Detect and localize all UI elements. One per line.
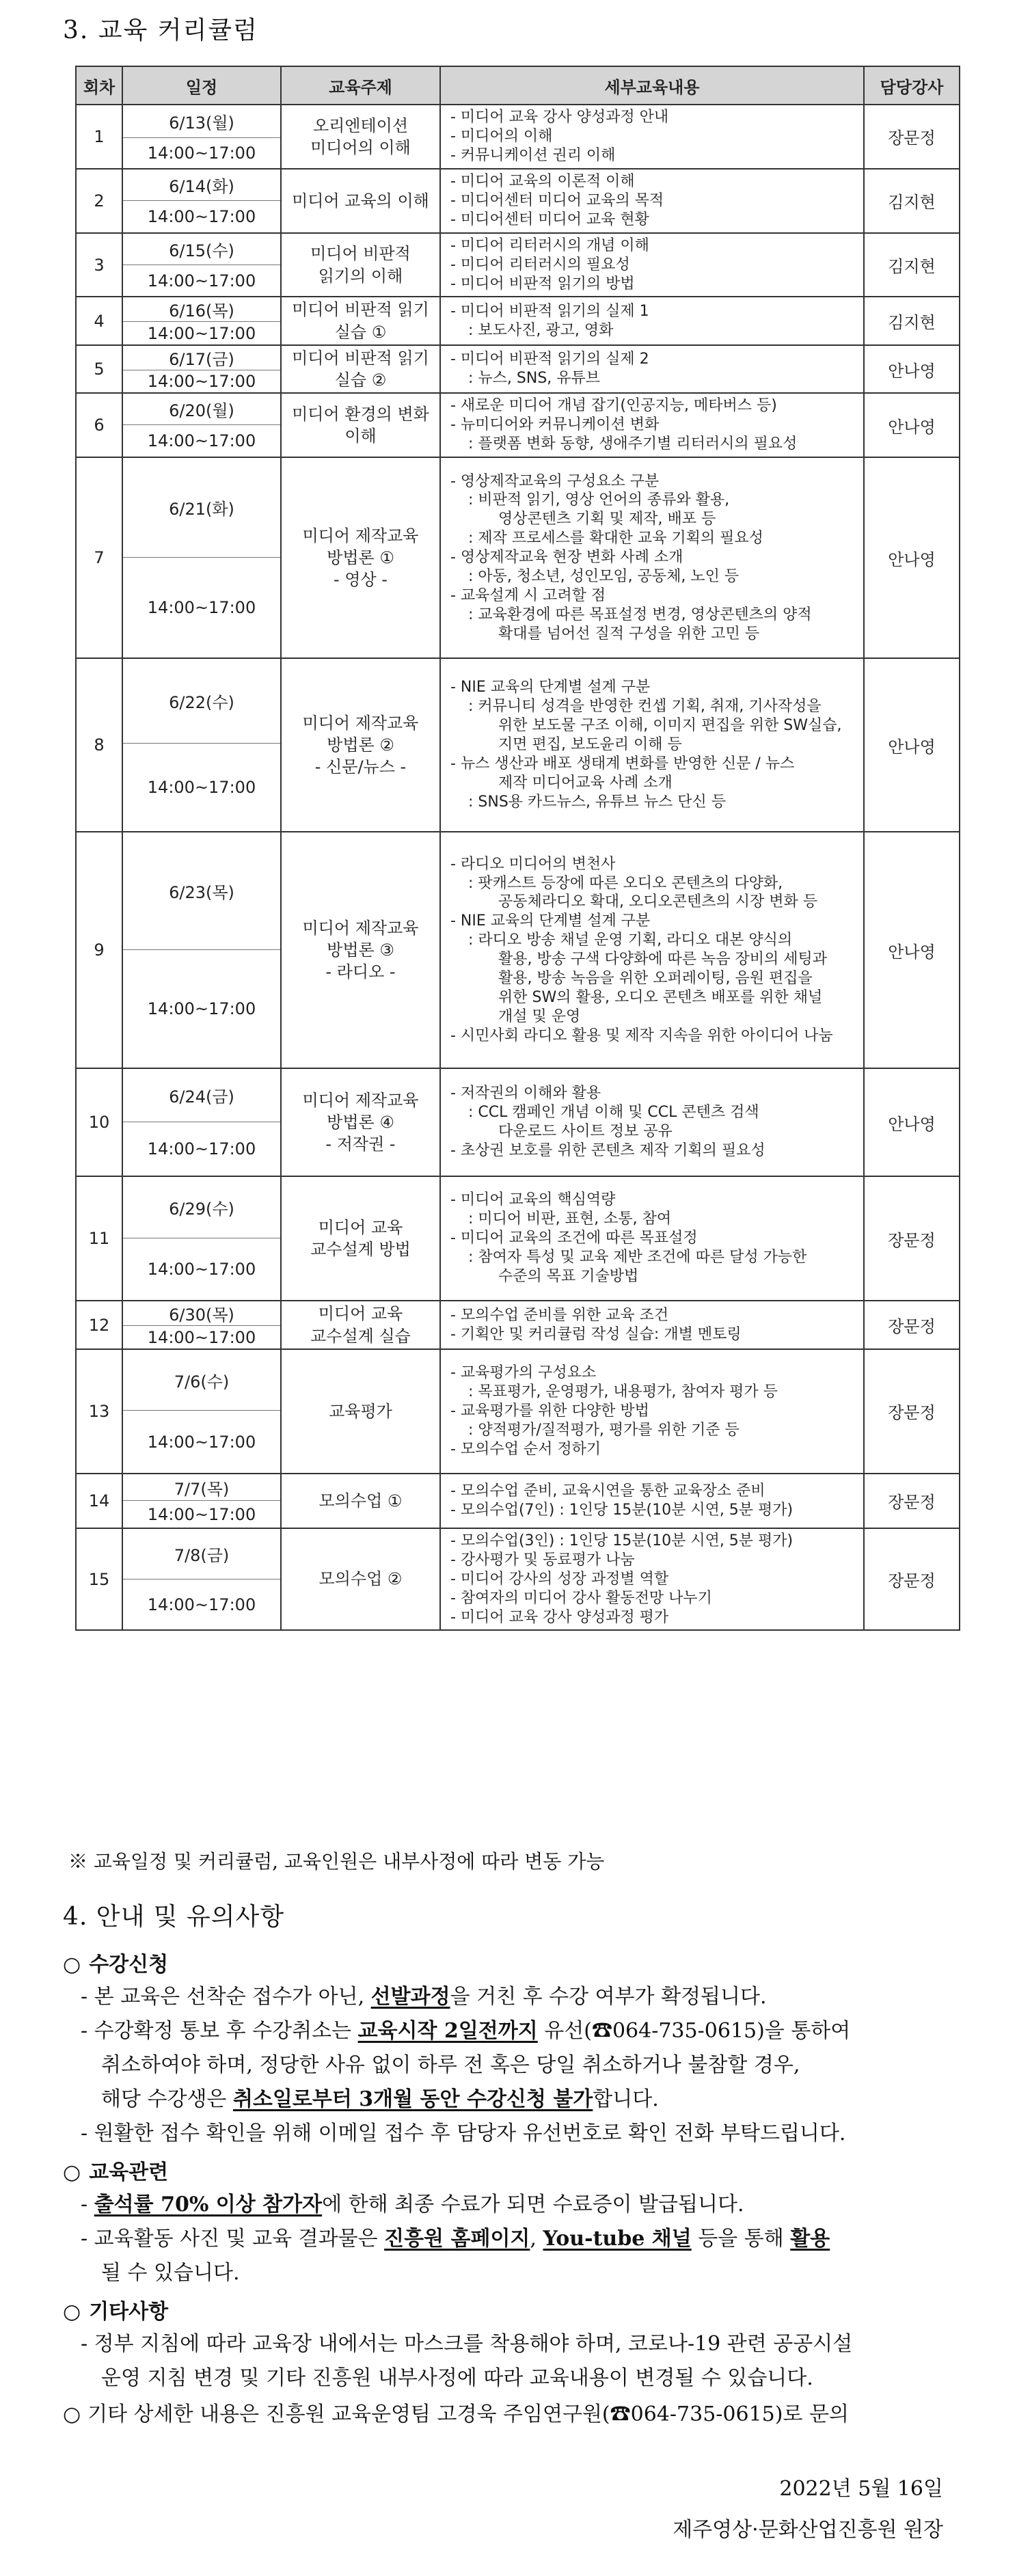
topic-line: 미디어 교육 bbox=[318, 1304, 403, 1324]
content-line: : 플랫폼 변화 동향, 생애주기별 리터러시의 필요성 bbox=[468, 435, 798, 453]
content-line: - 모의수업(3인) : 1인당 15분(10분 시연, 5분 평가) bbox=[450, 1532, 794, 1549]
table-row bbox=[76, 1068, 960, 1122]
session-no: 3 bbox=[76, 233, 122, 297]
content-line: - 모의수업 준비를 위한 교육 조건 bbox=[450, 1306, 669, 1324]
session-date: 6/17(금) bbox=[122, 345, 281, 370]
session-content bbox=[440, 1301, 864, 1349]
table-row bbox=[76, 832, 960, 949]
content-line: - 기획안 및 커리큘럼 작성 실습: 개별 멘토링 bbox=[450, 1325, 742, 1343]
session-instructor: 장문정 bbox=[864, 105, 960, 169]
content-line: : 비판적 읽기, 영상 언어의 종류와 활용, bbox=[468, 491, 730, 509]
topic-line: 오리엔테이션 bbox=[312, 116, 409, 135]
session-no: 15 bbox=[76, 1528, 122, 1631]
session-content bbox=[440, 233, 864, 297]
session-topic bbox=[281, 1474, 440, 1528]
table-row bbox=[76, 658, 960, 743]
session-time: 14:00~17:00 bbox=[122, 949, 281, 1068]
session-time: 14:00~17:00 bbox=[122, 424, 281, 457]
content-line: : 양적평가/질적평가, 평가를 위한 기준 등 bbox=[468, 1421, 740, 1439]
session-topic bbox=[281, 832, 440, 1068]
session-date: 6/14(화) bbox=[122, 169, 281, 201]
session-time: 14:00~17:00 bbox=[122, 138, 281, 169]
content-line: - 미디어센터 미디어 교육 현황 bbox=[450, 211, 649, 228]
session-date: 7/7(목) bbox=[122, 1474, 281, 1501]
topic-line: 미디어 비판적 읽기 bbox=[292, 348, 429, 368]
content-line: : 교육환경에 따른 목표설정 변경, 영상콘텐츠의 양적 bbox=[468, 606, 812, 624]
session-instructor: 안나영 bbox=[864, 393, 960, 457]
etc-heading bbox=[63, 2294, 965, 2324]
session-instructor: 안나영 bbox=[864, 1068, 960, 1176]
enroll-heading-text: 수강신청 bbox=[89, 1953, 169, 1977]
content-line: : 제작 프로세스를 확대한 교육 기획의 필요성 bbox=[468, 530, 763, 547]
session-date: 6/22(수) bbox=[122, 658, 281, 743]
session-content bbox=[440, 1474, 864, 1528]
content-line: - 뉴미디어와 커뮤니케이션 변화 bbox=[450, 416, 660, 434]
table-row bbox=[76, 1301, 960, 1326]
emphasis: 교육시작 2일전까지 bbox=[357, 2019, 538, 2043]
session-content bbox=[440, 297, 864, 345]
content-line: : 목표평가, 운영평가, 내용평가, 참여자 평가 등 bbox=[468, 1383, 778, 1400]
table-row bbox=[76, 1349, 960, 1411]
session-topic bbox=[281, 1301, 440, 1349]
content-line: - 교육설계 시 고려할 점 bbox=[450, 587, 606, 605]
session-no: 2 bbox=[76, 169, 122, 233]
header-schedule: 일정 bbox=[122, 66, 281, 105]
topic-line: 방법론 ④ bbox=[327, 1113, 394, 1133]
session-content bbox=[440, 345, 864, 394]
session-time: 14:00~17:00 bbox=[122, 743, 281, 832]
topic-line: 미디어 교육의 이해 bbox=[292, 191, 429, 211]
topic-line: - 라디오 - bbox=[325, 962, 396, 982]
content-line: - 모의수업 순서 정하기 bbox=[450, 1440, 601, 1458]
topic-line: 모의수업 ② bbox=[318, 1569, 403, 1589]
session-topic bbox=[281, 297, 440, 345]
contact-line bbox=[63, 2397, 965, 2427]
session-content bbox=[440, 832, 864, 1068]
session-date: 6/13(월) bbox=[122, 105, 281, 138]
session-date: 7/8(금) bbox=[122, 1528, 281, 1580]
content-line: 영상콘텐츠 기획 및 제작, 배포 등 bbox=[498, 511, 716, 528]
text: - 본 교육은 선착순 접수가 아닌, bbox=[81, 1985, 371, 2009]
session-date: 6/29(수) bbox=[122, 1176, 281, 1238]
hollow-circle-icon: ○ bbox=[63, 1953, 81, 1977]
edu-heading bbox=[63, 2155, 965, 2185]
text: 운영 지침 변경 및 기타 진흥원 내부사정에 따라 교육내용이 변경될 수 있습니다. bbox=[101, 2366, 813, 2390]
enroll-line-2 bbox=[63, 2014, 965, 2117]
session-time: 14:00~17:00 bbox=[122, 1501, 281, 1528]
session-content bbox=[440, 105, 864, 169]
topic-line: - 저작권 - bbox=[325, 1135, 396, 1154]
topic-line: 미디어 교육 bbox=[318, 1217, 403, 1237]
content-line: - 미디어 리터러시의 필요성 bbox=[450, 256, 630, 273]
session-date: 6/21(화) bbox=[122, 457, 281, 557]
schedule-note: ※ 교육일정 및 커리큘럼, 교육인원은 내부사정에 따라 변동 가능 bbox=[68, 1850, 605, 1873]
content-line: : CCL 캠페인 개념 이해 및 CCL 콘텐츠 검색 bbox=[468, 1104, 759, 1122]
content-line: - 미디어센터 미디어 교육의 목적 bbox=[450, 191, 664, 209]
content-line: 다운로드 사이트 정보 공유 bbox=[498, 1123, 673, 1141]
topic-line: 교수설계 방법 bbox=[310, 1240, 411, 1260]
topic-line: 방법론 ③ bbox=[327, 940, 394, 960]
text: - 교육활동 사진 및 교육 결과물은 bbox=[81, 2227, 385, 2251]
session-instructor: 장문정 bbox=[864, 1176, 960, 1301]
content-line: 공동체라디오 확대, 오디오콘텐츠의 시장 변화 등 bbox=[498, 893, 818, 911]
content-line: - 초상권 보호를 위한 콘텐츠 제작 기획의 필요성 bbox=[450, 1142, 765, 1160]
table-row bbox=[76, 393, 960, 424]
topic-line: 미디어 제작교육 bbox=[302, 918, 419, 938]
content-line: - 영상제작교육의 구성요소 구분 bbox=[450, 472, 660, 490]
session-content bbox=[440, 658, 864, 832]
session-topic bbox=[281, 169, 440, 233]
session-instructor: 안나영 bbox=[864, 658, 960, 832]
session-time: 14:00~17:00 bbox=[122, 1238, 281, 1301]
table-row bbox=[76, 1176, 960, 1238]
session-content bbox=[440, 1528, 864, 1631]
header-instructor: 담당강사 bbox=[864, 66, 960, 105]
session-topic bbox=[281, 457, 440, 658]
session-time: 14:00~17:00 bbox=[122, 201, 281, 233]
enroll-line-3: - 원활한 접수 확인을 위해 이메일 접수 후 담당자 유선번호로 확인 전화 부탁드립니다. bbox=[81, 2121, 846, 2145]
content-line: 위한 보도물 구조 이해, 이미지 편집을 위한 SW실습, bbox=[498, 717, 842, 735]
text: 등을 통해 bbox=[691, 2227, 791, 2251]
session-no: 9 bbox=[76, 832, 122, 1068]
content-line: - 영상제작교육 현장 변화 사례 소개 bbox=[450, 549, 683, 567]
section4-title: 4. 안내 및 유의사항 bbox=[63, 1903, 285, 1931]
text: - 수강확정 통보 후 수강취소는 bbox=[81, 2019, 358, 2043]
session-topic bbox=[281, 1176, 440, 1301]
session-date: 6/23(목) bbox=[122, 832, 281, 949]
topic-line: 모의수업 ① bbox=[318, 1491, 403, 1510]
session-instructor: 장문정 bbox=[864, 1528, 960, 1631]
content-line: - 미디어 비판적 읽기의 실제 1 bbox=[450, 302, 649, 320]
etc-heading-text: 기타사항 bbox=[89, 2300, 169, 2324]
session-content bbox=[440, 393, 864, 457]
enroll-line-1 bbox=[63, 1980, 965, 2014]
session-time: 14:00~17:00 bbox=[122, 1411, 281, 1474]
session-content bbox=[440, 1176, 864, 1301]
topic-line: 미디어의 이해 bbox=[310, 137, 411, 157]
content-line: - 미디어 교육의 핵심역량 bbox=[450, 1191, 616, 1209]
header-no: 회차 bbox=[76, 66, 122, 105]
content-line: - 저작권의 이해와 활용 bbox=[450, 1085, 601, 1102]
content-line: 지면 편집, 보도윤리 이해 등 bbox=[498, 736, 682, 754]
session-no: 6 bbox=[76, 393, 122, 457]
session-instructor: 안나영 bbox=[864, 345, 960, 394]
session-date: 6/20(월) bbox=[122, 393, 281, 424]
session-instructor: 장문정 bbox=[864, 1301, 960, 1349]
session-instructor: 안나영 bbox=[864, 832, 960, 1068]
emphasis: 출석률 70% 이상 참가자 bbox=[94, 2193, 323, 2216]
session-topic bbox=[281, 1349, 440, 1474]
session-instructor: 김지현 bbox=[864, 169, 960, 233]
session-content bbox=[440, 457, 864, 658]
edu-heading-text: 교육관련 bbox=[89, 2160, 169, 2184]
content-line: - 미디어 비판적 읽기의 실제 2 bbox=[450, 351, 649, 368]
session-instructor: 김지현 bbox=[864, 233, 960, 297]
session-date: 6/15(수) bbox=[122, 233, 281, 265]
table-row bbox=[76, 297, 960, 322]
text: 될 수 있습니다. bbox=[101, 2261, 240, 2285]
content-line: - 모의수업(7인) : 1인당 15분(10분 시연, 5분 평가) bbox=[450, 1501, 794, 1519]
session-topic bbox=[281, 1068, 440, 1176]
emphasis: 진흥원 홈페이지 bbox=[384, 2227, 530, 2251]
session-time: 14:00~17:00 bbox=[122, 322, 281, 345]
edu-line-1 bbox=[63, 2188, 965, 2222]
topic-line: 미디어 비판적 bbox=[310, 244, 411, 264]
header-content: 세부교육내용 bbox=[440, 66, 864, 105]
content-line: : 참여자 특성 및 교육 제반 조건에 따른 달성 가능한 bbox=[468, 1249, 807, 1266]
session-no: 7 bbox=[76, 457, 122, 658]
session-content bbox=[440, 1068, 864, 1176]
text: 합니다. bbox=[593, 2087, 659, 2111]
content-line: - 시민사회 라디오 활용 및 제작 지속을 위한 아이디어 나눔 bbox=[450, 1027, 833, 1044]
section3-title: 3. 교육 커리큘럼 bbox=[63, 16, 258, 44]
content-line: - 뉴스 생산과 배포 생태계 변화를 반영한 신문 / 뉴스 bbox=[450, 755, 795, 773]
contact-text: 기타 상세한 내용은 진흥원 교육운영팀 고경욱 주임연구원(☎064-735-0615)로 문의 bbox=[87, 2402, 849, 2426]
content-line: - 미디어 리터러시의 개념 이해 bbox=[450, 236, 649, 254]
session-date: 7/6(수) bbox=[122, 1349, 281, 1411]
session-instructor: 장문정 bbox=[864, 1349, 960, 1474]
content-line: - 미디어 교육 강사 양성과정 평가 bbox=[450, 1608, 669, 1626]
topic-line: 방법론 ① bbox=[327, 548, 394, 568]
emphasis: 선발과정 bbox=[370, 1985, 450, 2009]
session-no: 14 bbox=[76, 1474, 122, 1528]
content-line: - 참여자의 미디어 강사 활동전망 나누기 bbox=[450, 1589, 712, 1607]
content-line: - 미디어 교육의 조건에 따른 목표설정 bbox=[450, 1230, 698, 1247]
content-line: 활용, 방송 녹음을 위한 오퍼레이팅, 음원 편집을 bbox=[498, 970, 813, 988]
content-line: - 모의수업 준비, 교육시연을 통한 교육장소 준비 bbox=[450, 1482, 765, 1500]
topic-line: 읽기의 이해 bbox=[318, 266, 403, 286]
session-time: 14:00~17:00 bbox=[122, 1122, 281, 1176]
content-line: : 보도사진, 광고, 영화 bbox=[468, 321, 614, 339]
text: 취소하여야 하며, 정당한 사유 없이 하루 전 혹은 당일 취소하거나 불참할 경우, bbox=[101, 2053, 800, 2077]
content-line: - 새로운 미디어 개념 잡기(인공지능, 메타버스 등) bbox=[450, 397, 777, 415]
content-line: 위한 SW의 활용, 오디오 콘텐츠 배포를 위한 채널 bbox=[498, 989, 823, 1007]
content-line: - 교육평가를 위한 다양한 방법 bbox=[450, 1402, 649, 1420]
text: 유선(☎064-735-0615)을 통하여 bbox=[537, 2019, 851, 2043]
session-no: 5 bbox=[76, 345, 122, 394]
content-line: 수준의 목표 기술방법 bbox=[498, 1268, 639, 1286]
content-line: 확대를 넘어선 질적 구성을 위한 고민 등 bbox=[498, 625, 759, 643]
table-body bbox=[76, 105, 960, 1630]
session-content bbox=[440, 1349, 864, 1474]
session-instructor: 장문정 bbox=[864, 1474, 960, 1528]
content-line: - 라디오 미디어의 변천사 bbox=[450, 855, 616, 873]
session-no: 10 bbox=[76, 1068, 122, 1176]
text: - 정부 지침에 따라 교육장 내에서는 마스크를 착용해야 하며, 코로나-19 관련 공공시설 bbox=[81, 2332, 853, 2356]
text: , bbox=[530, 2227, 543, 2251]
session-topic bbox=[281, 658, 440, 832]
table-row bbox=[76, 345, 960, 370]
content-line: - 미디어 교육 강사 양성과정 안내 bbox=[450, 109, 669, 126]
session-topic bbox=[281, 1528, 440, 1631]
content-line: - 미디어 비판적 읽기의 방법 bbox=[450, 275, 635, 293]
topic-line: 교수설계 실습 bbox=[310, 1326, 411, 1346]
session-topic bbox=[281, 233, 440, 297]
content-line: - 강사평가 및 동료평가 나눔 bbox=[450, 1551, 635, 1569]
content-line: : 미디어 비판, 표현, 소통, 참여 bbox=[468, 1210, 672, 1228]
table-row bbox=[76, 105, 960, 138]
session-date: 6/16(목) bbox=[122, 297, 281, 322]
topic-line: 미디어 제작교육 bbox=[302, 1090, 419, 1110]
text: 해당 수강생은 bbox=[101, 2087, 233, 2111]
content-line: : 뉴스, SNS, 유튜브 bbox=[468, 370, 601, 388]
content-line: : 커뮤니티 성격을 반영한 컨셉 기획, 취재, 기사작성을 bbox=[468, 698, 822, 716]
table-row bbox=[76, 457, 960, 557]
topic-line: 미디어 제작교육 bbox=[302, 713, 419, 733]
text: 에 한해 최종 수료가 되면 수료증이 발급됩니다. bbox=[322, 2193, 744, 2216]
topic-line: 실습 ① bbox=[334, 322, 387, 342]
topic-line: 교육평가 bbox=[329, 1401, 392, 1421]
curriculum-table bbox=[75, 66, 960, 1631]
emphasis: 취소일로부터 3개월 동안 수강신청 불가 bbox=[232, 2087, 593, 2111]
content-line: : SNS용 카드뉴스, 유튜브 뉴스 단신 등 bbox=[468, 794, 727, 811]
session-no: 11 bbox=[76, 1176, 122, 1301]
session-time: 14:00~17:00 bbox=[122, 370, 281, 393]
text: - bbox=[81, 2193, 94, 2216]
content-line: : 아동, 청소년, 성인모임, 공동체, 노인 등 bbox=[468, 568, 740, 586]
session-topic bbox=[281, 345, 440, 394]
content-line: - NIE 교육의 단계별 설계 구분 bbox=[450, 679, 651, 696]
date-line: 2022년 5월 16일 bbox=[779, 2477, 943, 2501]
signer: 제주영상·문화산업진흥원 원장 bbox=[673, 2518, 943, 2542]
session-topic bbox=[281, 105, 440, 169]
session-instructor: 안나영 bbox=[864, 457, 960, 658]
content-line: 활용, 방송 구색 다양화에 따른 녹음 장비의 세팅과 bbox=[498, 951, 827, 968]
content-line: - 커뮤니케이션 권리 이해 bbox=[450, 146, 616, 164]
table-row bbox=[76, 1474, 960, 1501]
topic-line: - 신문/뉴스 - bbox=[314, 757, 407, 777]
content-line: 제작 미디어교육 사례 소개 bbox=[498, 774, 673, 792]
content-line: : 팟캐스트 등장에 따른 오디오 콘텐츠의 다양화, bbox=[468, 874, 783, 892]
text: 을 거친 후 수강 여부가 확정됩니다. bbox=[450, 1985, 767, 2009]
hollow-circle-icon: ○ bbox=[63, 2402, 81, 2426]
table-row bbox=[76, 169, 960, 201]
emphasis: 활용 bbox=[790, 2227, 830, 2251]
content-line: - 미디어 교육의 이론적 이해 bbox=[450, 172, 635, 190]
table-row bbox=[76, 233, 960, 265]
session-no: 12 bbox=[76, 1301, 122, 1349]
session-time: 14:00~17:00 bbox=[122, 265, 281, 297]
content-line: : 라디오 방송 채널 운영 기획, 라디오 대본 양식의 bbox=[468, 932, 793, 949]
emphasis: You-tube 채널 bbox=[543, 2227, 692, 2251]
session-time: 14:00~17:00 bbox=[122, 1580, 281, 1631]
content-line: - NIE 교육의 단계별 설계 구분 bbox=[450, 912, 651, 930]
session-content bbox=[440, 169, 864, 233]
hollow-circle-icon: ○ bbox=[63, 2300, 81, 2324]
topic-line: 미디어 환경의 변화 bbox=[292, 404, 429, 424]
session-time: 14:00~17:00 bbox=[122, 1326, 281, 1349]
session-no: 4 bbox=[76, 297, 122, 345]
enroll-heading bbox=[63, 1947, 965, 1977]
content-line: - 교육평가의 구성요소 bbox=[450, 1364, 597, 1381]
session-no: 8 bbox=[76, 658, 122, 832]
topic-line: 실습 ② bbox=[334, 370, 387, 390]
content-line: - 미디어의 이해 bbox=[450, 127, 553, 145]
topic-line: 방법론 ② bbox=[327, 735, 394, 755]
topic-line: 이해 bbox=[344, 426, 377, 446]
session-date: 6/30(목) bbox=[122, 1301, 281, 1326]
edu-line-2 bbox=[63, 2222, 965, 2290]
session-no: 1 bbox=[76, 105, 122, 169]
session-instructor: 김지현 bbox=[864, 297, 960, 345]
section4 bbox=[63, 1897, 965, 2427]
table-header-row bbox=[76, 66, 960, 105]
hollow-circle-icon: ○ bbox=[63, 2160, 81, 2184]
header-topic: 교육주제 bbox=[281, 66, 440, 105]
session-topic bbox=[281, 393, 440, 457]
topic-line: 미디어 제작교육 bbox=[302, 526, 419, 545]
topic-line: 미디어 비판적 읽기 bbox=[292, 300, 429, 320]
session-date: 6/24(금) bbox=[122, 1068, 281, 1122]
session-no: 13 bbox=[76, 1349, 122, 1474]
session-time: 14:00~17:00 bbox=[122, 557, 281, 658]
table-row bbox=[76, 1528, 960, 1580]
etc-line-1 bbox=[63, 2327, 965, 2396]
content-line: - 미디어 강사의 성장 과정별 역할 bbox=[450, 1570, 669, 1588]
topic-line: - 영상 - bbox=[334, 570, 388, 590]
content-line: 개설 및 운영 bbox=[498, 1008, 581, 1026]
